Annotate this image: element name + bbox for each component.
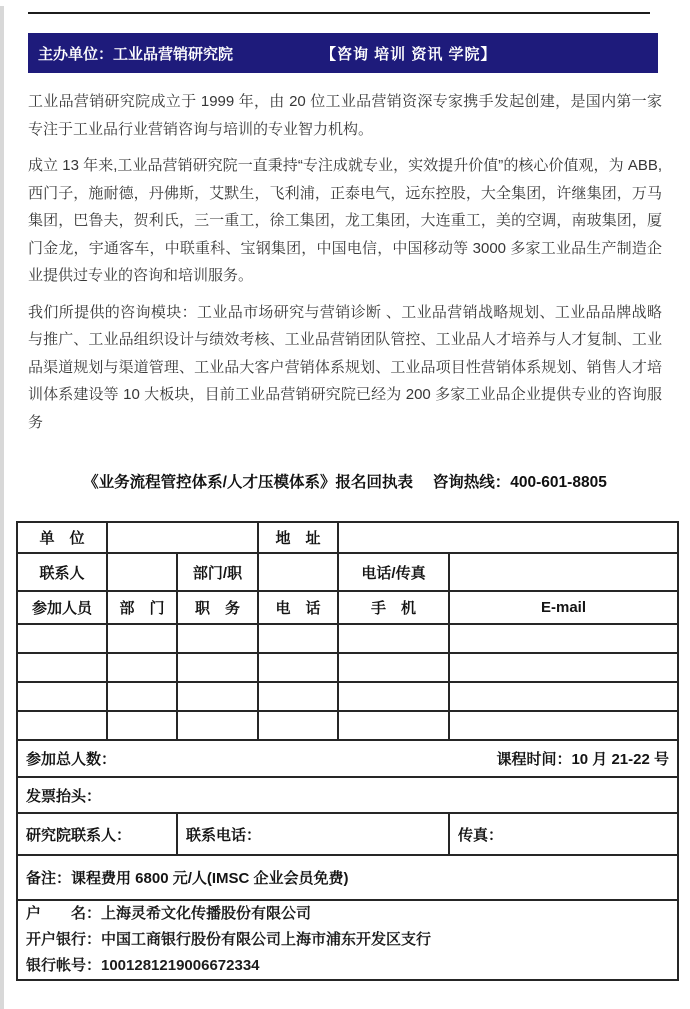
row-total-count (17, 740, 678, 777)
attendee-col-header: 参加人员 (17, 591, 107, 624)
attendee-name-cell[interactable] (17, 711, 107, 740)
attendee-row (17, 682, 678, 711)
intro-paragraph-clients: 成立 13 年来,工业品营销研究院一直秉持“专注成就专业，实效提升价值”的核心价值观，为 ABB,西门子，施耐德，丹佛斯，艾默生，飞利浦，正泰电气，远东控股，大全集团，许继集团，万马集团，巴鲁夫，贺利氏，三一重工，徐工集团，龙工集团，大连重工，美的空调，南玻集团，厦门金龙，宇通客车，中联重科、宝钢集团，中国电信，中国移动等 3000 多家工业品生产制造企业提供过专业的咨询和培训服务。 (28, 157, 662, 284)
address-input-cell[interactable] (338, 522, 678, 553)
attendee-email-cell[interactable] (449, 711, 678, 740)
top-divider-rule (28, 12, 650, 14)
institute-phone-label[interactable]: 联系电话： (177, 813, 449, 855)
attendee-dept-cell[interactable] (107, 653, 177, 682)
attendee-mobile-cell[interactable] (338, 682, 449, 711)
attendee-phone-cell[interactable] (258, 653, 338, 682)
phone-fax-label: 电话/传真 (338, 553, 449, 591)
attendee-title-cell[interactable] (177, 624, 258, 653)
intro-paragraph-founding: 工业品营销研究院成立于 1999 年，由 20 位工业品营销资深专家携手发起创建，是国内第一家专注于工业品行业营销咨询与培训的专业智力机构。 (28, 93, 662, 138)
attendee-title-cell[interactable] (177, 711, 258, 740)
dept-position-input-cell[interactable] (258, 553, 338, 591)
note-fee-cell: 备注：课程费用 6800 元/人(IMSC 企业会员免费) (17, 855, 678, 900)
institute-contact-label[interactable]: 研究院联系人： (17, 813, 177, 855)
dept-position-label: 部门/职 (177, 553, 258, 591)
contact-label: 联系人 (17, 553, 107, 591)
dept-col-header: 部 门 (107, 591, 177, 624)
row-note (17, 855, 678, 900)
row-unit-address (17, 522, 678, 553)
contact-input-cell[interactable] (107, 553, 177, 591)
intro-section (28, 88, 662, 445)
row-bank-info (17, 900, 678, 980)
unit-input-cell[interactable] (107, 522, 258, 553)
total-count-label: 参加总人数： (26, 751, 117, 768)
attendee-name-cell[interactable] (17, 653, 107, 682)
form-title: 《业务流程管控体系/人才压模体系》报名回执表 咨询热线：400-601-8805 (83, 474, 607, 491)
attendee-title-cell[interactable] (177, 682, 258, 711)
attendee-mobile-cell[interactable] (338, 653, 449, 682)
host-unit-label: 主办单位：工业品营销研究院 (38, 45, 234, 63)
bank-name: 开户银行：中国工商银行股份有限公司上海市浦东开发区支行 (26, 931, 432, 948)
phone-col-header: 电 话 (258, 591, 338, 624)
attendee-phone-cell[interactable] (258, 682, 338, 711)
services-tags-label: 【咨询 培训 资讯 学院】 (321, 45, 497, 63)
bank-info-cell (17, 900, 678, 980)
invoice-title-cell[interactable]: 发票抬头： (17, 777, 678, 813)
header-bar (28, 33, 658, 73)
attendee-name-cell[interactable] (17, 624, 107, 653)
phone-fax-input-cell[interactable] (449, 553, 678, 591)
address-label: 地 址 (258, 522, 338, 553)
attendee-header-row (17, 591, 678, 624)
bank-account-name: 户 名：上海灵希文化传播股份有限公司 (26, 905, 312, 922)
attendee-dept-cell[interactable] (107, 624, 177, 653)
page-left-edge (0, 6, 4, 1009)
title-col-header: 职 务 (177, 591, 258, 624)
attendee-mobile-cell[interactable] (338, 711, 449, 740)
total-count-cell[interactable] (17, 740, 678, 777)
attendee-dept-cell[interactable] (107, 711, 177, 740)
mobile-col-header: 手 机 (338, 591, 449, 624)
attendee-phone-cell[interactable] (258, 624, 338, 653)
row-institute-contact (17, 813, 678, 855)
attendee-dept-cell[interactable] (107, 682, 177, 711)
institute-fax-label[interactable]: 传真： (449, 813, 678, 855)
attendee-email-cell[interactable] (449, 682, 678, 711)
attendee-email-cell[interactable] (449, 624, 678, 653)
row-contact (17, 553, 678, 591)
row-invoice-title (17, 777, 678, 813)
unit-label: 单 位 (17, 522, 107, 553)
course-schedule-label: 课程时间：10 月 21-22 号 (496, 751, 669, 768)
intro-paragraph-modules: 我们所提供的咨询模块：工业品市场研究与营销诊断 、工业品营销战略规划、工业品品牌战略与推广、工业品组织设计与绩效考核、工业品营销团队管控、工业品人才培养与人才复制、工业品渠道规划与渠道管理、工业品大客户营销体系规划、工业品项目性营销体系规划、销售人才培训体系建设等 10 大板块，目前工业品营销研究院已经为 200 多家工业品企业提供专业的咨询服务 (28, 303, 662, 431)
attendee-row (17, 653, 678, 682)
attendee-row (17, 624, 678, 653)
attendee-name-cell[interactable] (17, 682, 107, 711)
attendee-email-cell[interactable] (449, 653, 678, 682)
bank-account-number: 银行帐号：1001281219006672334 (26, 957, 260, 974)
registration-table (16, 521, 679, 981)
attendee-mobile-cell[interactable] (338, 624, 449, 653)
attendee-title-cell[interactable] (177, 653, 258, 682)
email-col-header: E-mail (449, 591, 678, 624)
attendee-phone-cell[interactable] (258, 711, 338, 740)
attendee-row (17, 711, 678, 740)
